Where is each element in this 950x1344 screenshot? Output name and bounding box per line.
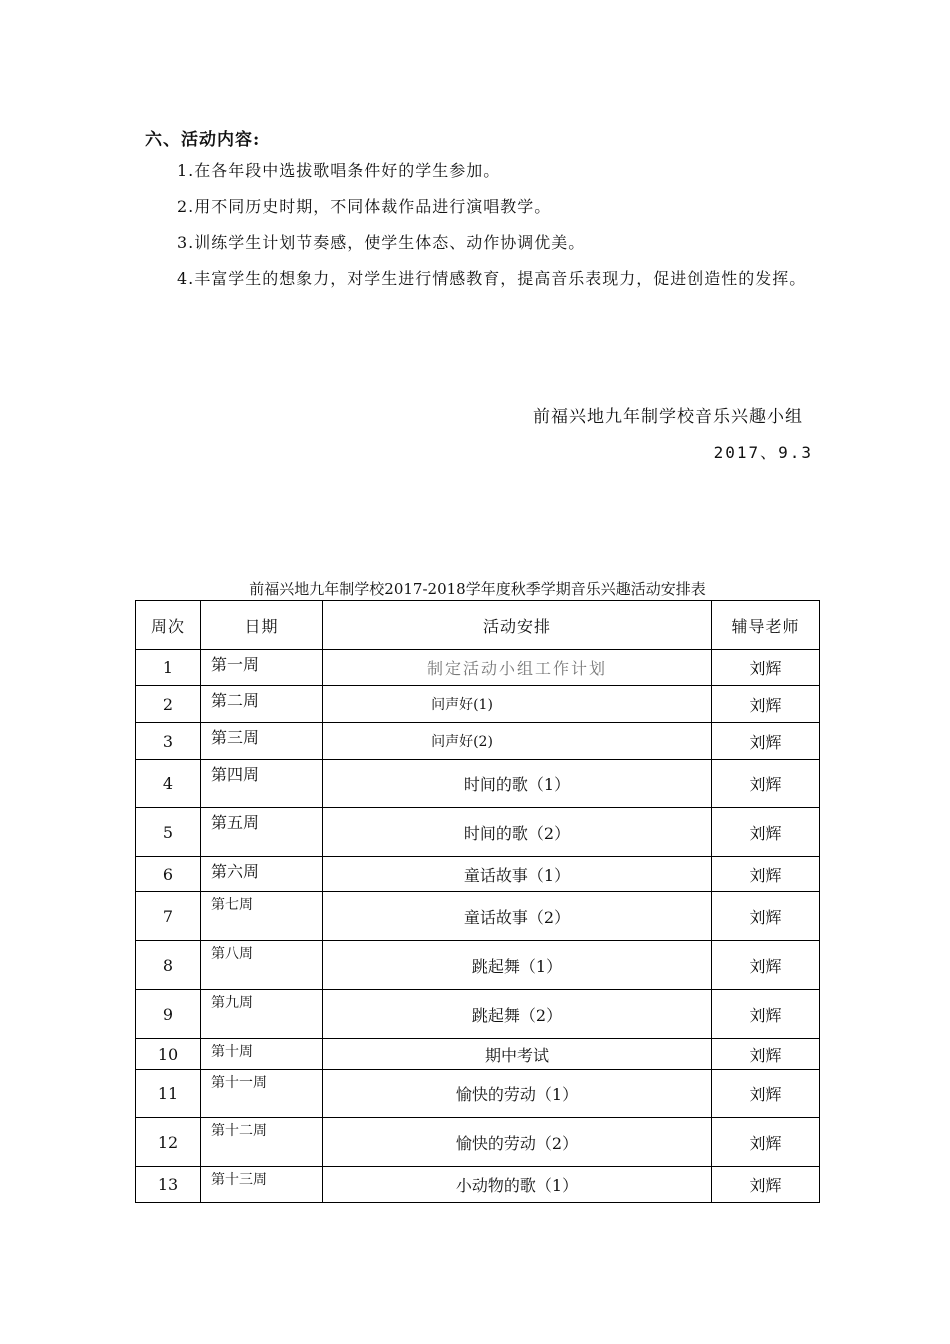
- activity-cell: 愉快的劳动（2）: [323, 1118, 712, 1167]
- date-cell: 第六周: [201, 857, 323, 892]
- table-header-row: [136, 601, 820, 650]
- week-cell: 3: [136, 723, 201, 760]
- week-cell: 4: [136, 760, 201, 808]
- teacher-cell: 刘辉: [712, 892, 820, 941]
- date-cell: 第七周: [201, 892, 323, 941]
- week-cell: 13: [136, 1167, 201, 1203]
- section-heading: 六、活动内容:: [145, 130, 261, 150]
- activity-text: 问声好(1): [431, 697, 493, 713]
- week-cell: 11: [136, 1070, 201, 1118]
- date-cell: 第十二周: [201, 1118, 323, 1167]
- teacher-cell: 刘辉: [712, 760, 820, 808]
- week-cell: 9: [136, 990, 201, 1039]
- table-row: [136, 1039, 820, 1070]
- date-cell: 第二周: [201, 686, 323, 723]
- activity-cell: [323, 686, 712, 723]
- date-cell: 第十三周: [201, 1167, 323, 1203]
- header-date: 日期: [201, 601, 323, 650]
- content-item: 3.训练学生计划节奏感，使学生体态、动作协调优美。: [177, 233, 586, 252]
- content-item: 4.丰富学生的想象力，对学生进行情感教育，提高音乐表现力，促进创造性的发挥。: [177, 269, 807, 288]
- activity-cell: 跳起舞（2）: [323, 990, 712, 1039]
- date-cell: 第十一周: [201, 1070, 323, 1118]
- date-cell: 第三周: [201, 723, 323, 760]
- week-cell: 8: [136, 941, 201, 990]
- content-item: 2.用不同历史时期，不同体裁作品进行演唱教学。: [177, 197, 552, 216]
- activity-cell: [323, 723, 712, 760]
- date-cell: 第五周: [201, 808, 323, 857]
- teacher-cell: 刘辉: [712, 723, 820, 760]
- teacher-cell: 刘辉: [712, 857, 820, 892]
- activity-cell: 小动物的歌（1）: [323, 1167, 712, 1203]
- table-row: [136, 941, 820, 990]
- schedule-table: [135, 600, 820, 1203]
- week-cell: 10: [136, 1039, 201, 1070]
- teacher-cell: 刘辉: [712, 1167, 820, 1203]
- teacher-cell: 刘辉: [712, 686, 820, 723]
- week-cell: 7: [136, 892, 201, 941]
- activity-cell: 童话故事（2）: [323, 892, 712, 941]
- teacher-cell: 刘辉: [712, 941, 820, 990]
- content-item: 1.在各年段中选拔歌唱条件好的学生参加。: [177, 161, 501, 180]
- table-row: [136, 1070, 820, 1118]
- week-cell: 1: [136, 650, 201, 686]
- date-cell: 第四周: [201, 760, 323, 808]
- table-row: [136, 1118, 820, 1167]
- signature-date: 2017、9.3: [713, 443, 813, 462]
- date-cell: 第九周: [201, 990, 323, 1039]
- week-cell: 5: [136, 808, 201, 857]
- table-row: [136, 808, 820, 857]
- table-row: [136, 686, 820, 723]
- table-caption: 前福兴地九年制学校2017-2018学年度秋季学期音乐兴趣活动安排表: [249, 580, 706, 598]
- table-row: [136, 1167, 820, 1203]
- header-activity: 活动安排: [323, 601, 712, 650]
- header-teacher: 辅导老师: [712, 601, 820, 650]
- header-week: 周次: [136, 601, 201, 650]
- activity-cell: 期中考试: [323, 1039, 712, 1070]
- table-row: [136, 892, 820, 941]
- activity-cell: 制定活动小组工作计划: [323, 650, 712, 686]
- activity-cell: 时间的歌（1）: [323, 760, 712, 808]
- activity-cell: 时间的歌（2）: [323, 808, 712, 857]
- teacher-cell: 刘辉: [712, 990, 820, 1039]
- date-cell: 第一周: [201, 650, 323, 686]
- week-cell: 12: [136, 1118, 201, 1167]
- date-cell: 第十周: [201, 1039, 323, 1070]
- teacher-cell: 刘辉: [712, 1039, 820, 1070]
- teacher-cell: 刘辉: [712, 1070, 820, 1118]
- date-cell: 第八周: [201, 941, 323, 990]
- table-row: [136, 650, 820, 686]
- signature-organization: 前福兴地九年制学校音乐兴趣小组: [533, 407, 803, 427]
- teacher-cell: 刘辉: [712, 650, 820, 686]
- week-cell: 6: [136, 857, 201, 892]
- activity-cell: 愉快的劳动（1）: [323, 1070, 712, 1118]
- table-row: [136, 760, 820, 808]
- activity-cell: 跳起舞（1）: [323, 941, 712, 990]
- teacher-cell: 刘辉: [712, 1118, 820, 1167]
- table-row: [136, 857, 820, 892]
- table-row: [136, 723, 820, 760]
- table-row: [136, 990, 820, 1039]
- teacher-cell: 刘辉: [712, 808, 820, 857]
- activity-cell: 童话故事（1）: [323, 857, 712, 892]
- week-cell: 2: [136, 686, 201, 723]
- activity-text: 问声好(2): [431, 734, 493, 750]
